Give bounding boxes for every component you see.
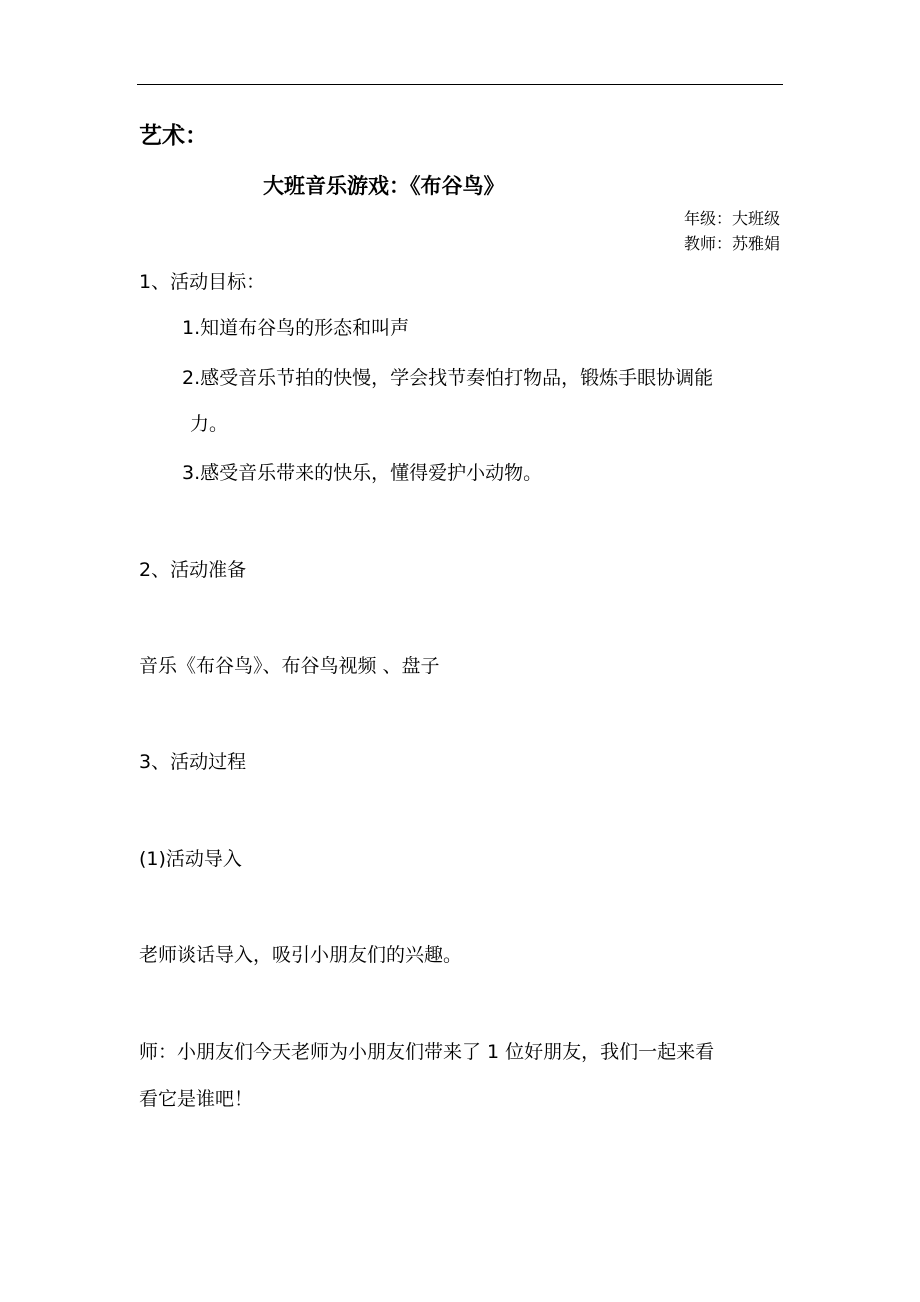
goal-item: 2.感受音乐节拍的快慢，学会找节奏怕打物品，锻炼手眼协调能 (182, 367, 714, 389)
process-subheading: (1)活动导入 (139, 848, 242, 870)
goals-heading: 1、活动目标： (139, 271, 266, 293)
preparation-text: 音乐《布谷鸟》、布谷鸟视频 、盘子 (139, 655, 440, 677)
process-paragraph-continuation: 看它是谁吧！ (139, 1088, 254, 1110)
goal-item: 1.知道布谷鸟的形态和叫声 (182, 317, 410, 339)
goal-item: 3.感受音乐带来的快乐，懂得爱护小动物。 (182, 462, 543, 484)
category-label: 艺术： (139, 123, 208, 149)
process-heading: 3、活动过程 (139, 751, 247, 773)
header-rule (137, 84, 783, 85)
teacher-info: 教师：苏雅娟 (683, 234, 780, 253)
process-paragraph: 师：小朋友们今天老师为小朋友们带来了 1 位好朋友，我们一起来看 (139, 1041, 715, 1063)
grade-info: 年级：大班级 (683, 209, 780, 228)
goal-item-continuation: 力。 (190, 413, 229, 435)
process-paragraph: 老师谈话导入，吸引小朋友们的兴趣。 (139, 944, 463, 966)
preparation-heading: 2、活动准备 (139, 559, 247, 581)
lesson-title: 大班音乐游戏：《布谷鸟》 (263, 174, 505, 198)
